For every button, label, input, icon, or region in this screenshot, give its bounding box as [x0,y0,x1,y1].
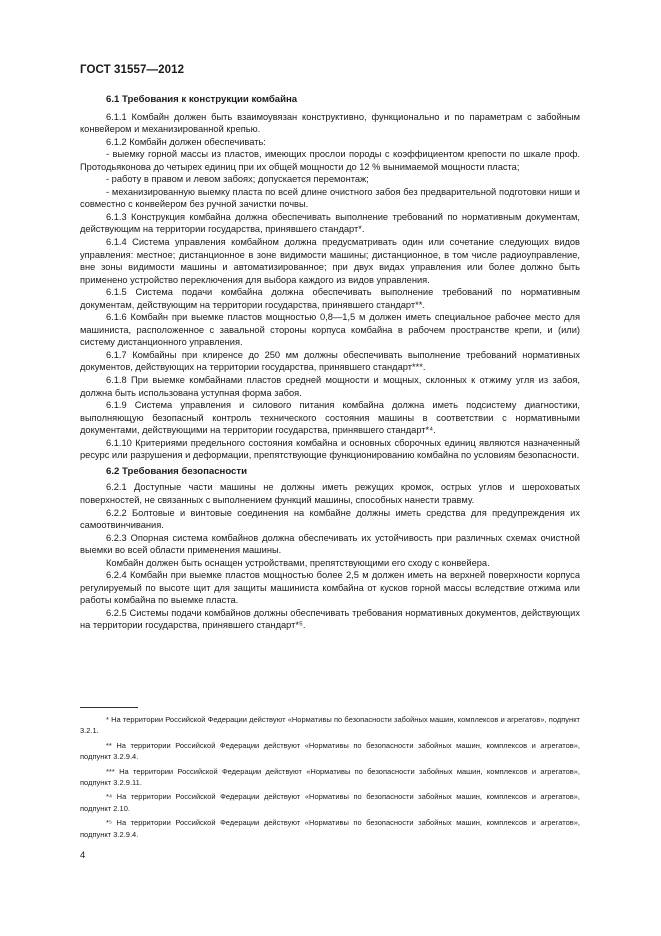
paragraph: 6.2.5 Системы подачи комбайнов должны обеспечивать требования нормативных документов, действующих на территории государства, принявшего стандарт*⁵. [80,607,580,631]
footnotes [80,714,580,843]
page-number: 4 [80,850,86,861]
paragraph: 6.2.2 Болтовые и винтовые соединения на комбайне должны иметь средства для предупреждения их самоотвинчивания. [80,507,580,531]
section-heading: 6.1 Требования к конструкции комбайна [106,94,298,105]
paragraph: Комбайн должен быть оснащен устройствами, препятствующими его сходу с конвейера. [106,557,490,568]
paragraph: 6.2.1 Доступные части машины не должны иметь режущих кромок, острых углов и шероховатых поверхностей, не связанных с выполнением функций машины, способных нанести травму. [80,482,580,505]
paragraph: 6.1.4 Система управления комбайном должна предусматривать один или сочетание следующих видов управления: местное; дистанционное в зоне видимости машины; дистанционное, в том числе радиоуправление, вне зоны видимости машины и автоматизированное; при двух видах управления или более должно быть применено устройство переключения для выбора каждого из видов управления. [80,237,580,285]
footnote-separator [80,707,138,708]
paragraph: 6.1.5 Система подачи комбайна должна обеспечивать выполнение требований по нормативным документам, действующим на территории государства, принявшего стандарт**. [80,287,580,310]
paragraph: 6.1.7 Комбайны при клиренсе до 250 мм должны обеспечивать выполнение требований нормативных документов, действующих на территории государства, принявшего стандарт***. [80,349,580,373]
paragraph: 6.1.9 Система управления и силового питания комбайна должна иметь подсистему диагностики, выполняющую безопасный контроль технического состояния машины в соответствии с нормативными документами, действующими на территории государства, принявшего стандарт*⁴. [80,400,580,436]
paragraph: 6.1.1 Комбайн должен быть взаимоувязан конструктивно, функционально и по параметрам с забойным конвейером и механизированной крепью. [80,111,580,135]
footnote: *⁴ На территории Российской Федерации действуют «Нормативы по безопасности забойных машин, комплексов и агрегатов», подпункт 2.10. [80,792,580,813]
section-heading: 6.2 Требования безопасности [106,465,247,477]
paragraph: - работу в правом и левом забоях; допускается перемонтаж; [106,174,369,185]
paragraph: 6.1.6 Комбайн при выемке пластов мощностью 0,8—1,5 м должен иметь специальное рабочее место для машиниста, расположенное с завальной стороны корпуса комбайна в рабочем пространстве крепи, и (или) систему дистанционного управления. [80,312,580,348]
paragraph: 6.1.2 Комбайн должен обеспечивать: [106,136,266,147]
paragraph: - механизированную выемку пласта по всей длине очистного забоя без предварительной подготовки ниши и совместно с конвейером без ручной зачистки почвы. [80,186,580,210]
footnote: ** На территории Российской Федерации действуют «Нормативы по безопасности забойных машин, комплексов и агрегатов», подпункт 3.2.9.4. [80,740,580,762]
paragraph: 6.1.10 Критериями предельного состояния комбайна и основных сборочных единиц являются назначенный ресурс или разрушения и деформации, препятствующие функционированию комбайна по условиям безопасности. [80,437,580,461]
paragraph: 6.1.3 Конструкция комбайна должна обеспечивать выполнение требований по нормативным документам, действующим на территории государства, принявшего стандарт*. [80,211,580,235]
footnote: *** На территории Российской Федерации действуют «Нормативы по безопасности забойных машин, комплексов и агрегатов», подпункт 3.2.9.11. [80,766,580,788]
paragraph: - выемку горной массы из пластов, имеющих прослои породы с коэффициентом крепости по шкале проф. Протодьяконова до четырех единиц при их общей мощности до 12 % вынимаемой мощности пласта; [80,149,580,172]
paragraph: 6.2.4 Комбайн при выемке пластов мощностью более 2,5 м должен иметь на верхней поверхности корпуса регулируемый по высоте щит для защиты машиниста комбайна от кусков горной массы вследствие отжима или работы комбайна по выемке пласта. [80,570,580,606]
footnote: *⁵ На территории Российской Федерации действуют «Нормативы по безопасности забойных машин, комплексов и агрегатов», подпункт 3.2.9.4. [80,818,580,839]
document-body [80,94,580,632]
page-header: ГОСТ 31557—2012 [80,64,185,76]
footnote: * На территории Российской Федерации действуют «Нормативы по безопасности забойных машин, комплексов и агрегатов», подпункт 3.2.1. [80,715,580,736]
paragraph: 6.2.3 Опорная система комбайнов должна обеспечивать их устойчивость при различных схемах очистной выемки во всей области применения машины. [80,532,580,556]
paragraph: 6.1.8 При выемке комбайнами пластов средней мощности и мощных, склонных к отжиму угля из забоя, должна быть использована уступная форма забоя. [80,375,580,398]
